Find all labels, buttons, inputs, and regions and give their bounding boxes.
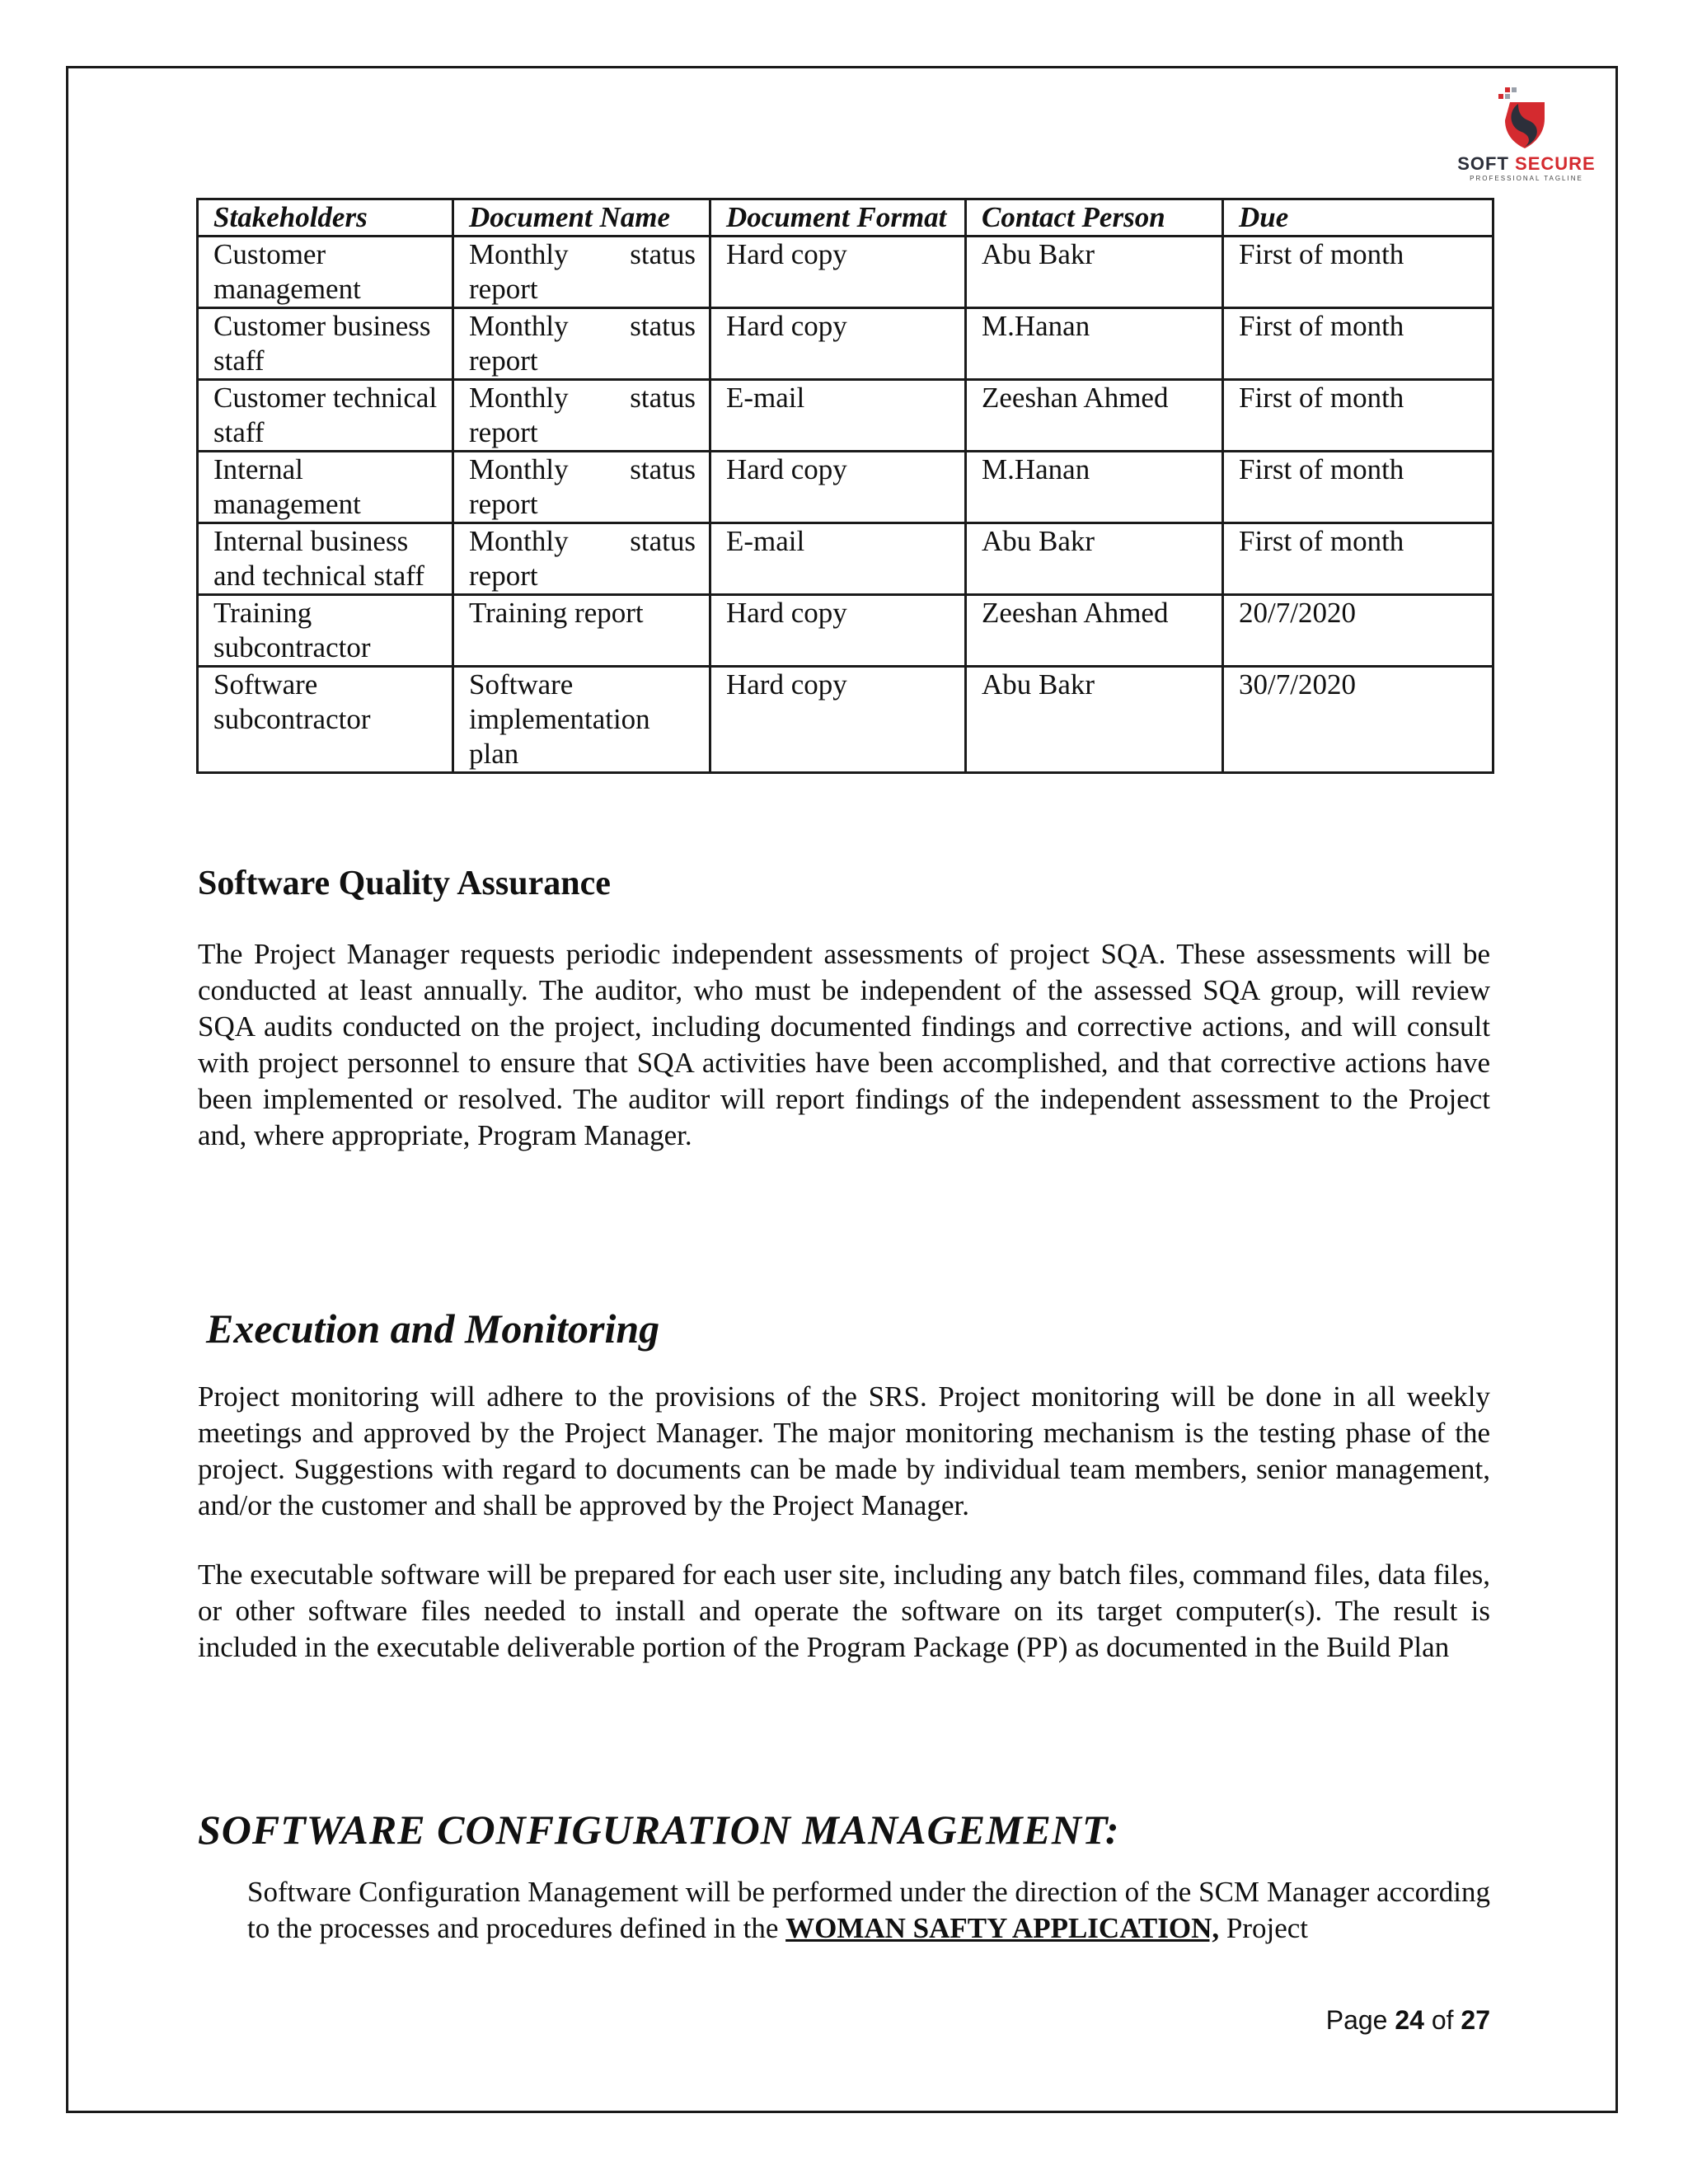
column-header: Due (1223, 199, 1493, 237)
document-format-cell: Hard copy (710, 308, 966, 380)
page-number (1319, 2005, 1490, 2036)
contact-person-cell: Zeeshan Ahmed (966, 380, 1223, 452)
table-row (198, 595, 1493, 667)
scm-text-before: Software Configuration Management will be performed under the direction of the SCM Manager according to the processes and procedures defined in the (247, 1876, 1490, 1944)
contact-person-cell: Abu Bakr (966, 237, 1223, 308)
contact-person-cell: M.Hanan (966, 308, 1223, 380)
stakeholder-cell: Training subcontractor (198, 595, 453, 667)
total-pages: 27 (1461, 2005, 1490, 2035)
column-header: Contact Person (966, 199, 1223, 237)
document-name-cell: Monthly status report (453, 452, 710, 523)
execution-paragraph-2: The executable software will be prepared for each user site, including any batch files, command files, data files, or other software files needed to install and operate the software on its target computer(s). The result is included in the executable deliverable portion of the Program Package (PP) as documented in the Build Plan (198, 1558, 1490, 1663)
column-header: Document Format (710, 199, 966, 237)
logo-wordmark: SOFT SECURE (1457, 153, 1596, 174)
contact-person-cell: Zeeshan Ahmed (966, 595, 1223, 667)
company-logo (1444, 86, 1609, 193)
column-header: Stakeholders (198, 199, 453, 237)
shield-logo-icon (1493, 86, 1559, 152)
app-name-emphasis: WOMAN SAFTY APPLICATION, (785, 1912, 1220, 1944)
table-row (198, 237, 1493, 308)
current-page: 24 (1395, 2005, 1424, 2035)
document-format-cell: Hard copy (710, 452, 966, 523)
stakeholder-table (196, 198, 1494, 774)
table-row (198, 523, 1493, 595)
due-cell: First of month (1223, 523, 1493, 595)
due-cell: First of month (1223, 380, 1493, 452)
document-format-cell: Hard copy (710, 237, 966, 308)
document-name-cell: Monthly status report (453, 380, 710, 452)
due-cell: 20/7/2020 (1223, 595, 1493, 667)
stakeholder-cell: Internal business and technical staff (198, 523, 453, 595)
table-row (198, 308, 1493, 380)
document-format-cell: Hard copy (710, 667, 966, 773)
of-label: of (1431, 2005, 1454, 2035)
scm-text-after: Project (1219, 1912, 1308, 1944)
document-name-cell: Monthly status report (453, 308, 710, 380)
scm-paragraph (247, 1874, 1490, 1947)
execution-paragraph-1: Project monitoring will adhere to the provisions of the SRS. Project monitoring will be done in all weekly meetings and approved by the Project Manager. The major monitoring mechanism is the testing phase of the project. Suggestions with regard to documents can be made by individual team members, senior management, and/or the customer and shall be approved by the Project Manager. (198, 1380, 1490, 1521)
document-name-cell: Software implementation plan (453, 667, 710, 773)
due-cell: 30/7/2020 (1223, 667, 1493, 773)
logo-tagline: PROFESSIONAL TAGLINE (1470, 175, 1583, 182)
table-row (198, 452, 1493, 523)
stakeholder-cell: Customer management (198, 237, 453, 308)
stakeholder-cell: Customer business staff (198, 308, 453, 380)
due-cell: First of month (1223, 452, 1493, 523)
page-label: Page (1325, 2005, 1388, 2035)
scm-heading: SOFTWARE CONFIGURATION MANAGEMENT: (198, 1807, 1120, 1853)
column-header: Document Name (453, 199, 710, 237)
execution-heading: Execution and Monitoring (206, 1305, 660, 1352)
contact-person-cell: Abu Bakr (966, 667, 1223, 773)
stakeholder-cell: Internal management (198, 452, 453, 523)
table-row (198, 667, 1493, 773)
table-header-row (198, 199, 1493, 237)
contact-person-cell: M.Hanan (966, 452, 1223, 523)
document-format-cell: E-mail (710, 380, 966, 452)
contact-person-cell: Abu Bakr (966, 523, 1223, 595)
sqa-paragraph: The Project Manager requests periodic independent assessments of project SQA. These assessments will be conducted at least annually. The auditor, who must be independent of the assessed SQA group, will review SQA audits conducted on the project, including documented findings and corrective actions, and will consult with project personnel to ensure that SQA activities have been accomplished, and that corrective actions have been implemented or resolved. The auditor will report findings of the independent assessment to the Project and, where appropriate, Program Manager. (198, 938, 1490, 1151)
due-cell: First of month (1223, 308, 1493, 380)
due-cell: First of month (1223, 237, 1493, 308)
stakeholder-cell: Software subcontractor (198, 667, 453, 773)
document-format-cell: E-mail (710, 523, 966, 595)
stakeholder-cell: Customer technical staff (198, 380, 453, 452)
document-format-cell: Hard copy (710, 595, 966, 667)
sqa-heading: Software Quality Assurance (198, 865, 611, 902)
document-name-cell: Monthly status report (453, 523, 710, 595)
table-row (198, 380, 1493, 452)
document-name-cell: Training report (453, 595, 710, 667)
document-name-cell: Monthly status report (453, 237, 710, 308)
